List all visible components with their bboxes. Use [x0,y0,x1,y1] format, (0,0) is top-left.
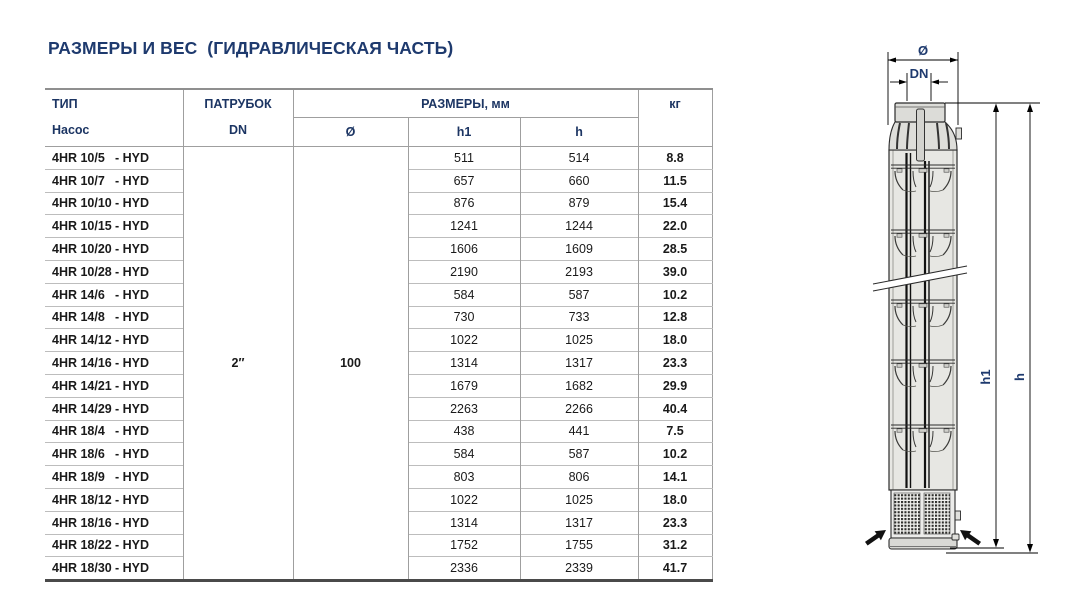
cell-kg: 22.0 [638,215,712,238]
water-intake-arrow-left [865,530,886,546]
cell-h: 2266 [520,397,638,420]
table-body [45,147,712,581]
cell-kg: 14.1 [638,466,712,489]
header-kg-label: кг [669,97,681,111]
water-intake-arrow-right [960,530,981,546]
cell-pump-type: 4HR 10/15 - HYD [45,215,183,238]
h1-dimension-line [978,104,999,548]
cell-pump-type: 4HR 10/28 - HYD [45,260,183,283]
cell-kg: 12.8 [638,306,712,329]
cell-h1: 511 [408,147,520,170]
cell-h: 1244 [520,215,638,238]
cell-pump-type: 4HR 18/4 - HYD [45,420,183,443]
cable-clamp-top [956,128,962,139]
cell-h1: 584 [408,283,520,306]
cell-kg: 11.5 [638,169,712,192]
cell-pump-type: 4HR 18/30 - HYD [45,557,183,581]
cell-h: 1025 [520,329,638,352]
h1-label: h1 [978,369,993,385]
header-kg [638,89,712,147]
cell-h1: 438 [408,420,520,443]
header-h1: h1 [408,118,520,147]
header-type-line1: ТИП [52,97,78,111]
cell-h1: 1679 [408,374,520,397]
cell-pump-type: 4HR 14/21 - HYD [45,374,183,397]
cell-kg: 15.4 [638,192,712,215]
cell-h: 660 [520,169,638,192]
cell-pump-type: 4HR 10/10 - HYD [45,192,183,215]
cell-kg: 8.8 [638,147,712,170]
header-dimensions-group: РАЗМЕРЫ, мм [293,89,638,118]
cell-pump-type: 4HR 18/22 - HYD [45,534,183,557]
diameter-label: Ø [917,43,929,58]
cell-h1: 1314 [408,352,520,375]
cell-pump-type: 4HR 10/7 - HYD [45,169,183,192]
header-h: h [520,118,638,147]
cell-h: 441 [520,420,638,443]
cell-h: 587 [520,283,638,306]
cell-h: 1025 [520,488,638,511]
cell-h1: 876 [408,192,520,215]
header-row-1 [45,89,712,118]
cell-h1: 2263 [408,397,520,420]
dn-label: DN [909,66,929,81]
pump-bottom-cap [889,538,957,549]
cell-pump-type: 4HR 18/16 - HYD [45,511,183,534]
header-type-line2: Насос [52,123,90,137]
cell-kg: 29.9 [638,374,712,397]
cell-dn-merged: 2″ [183,147,293,581]
cell-kg: 10.2 [638,443,712,466]
cell-pump-type: 4HR 10/5 - HYD [45,147,183,170]
dimensions-weight-table [45,88,713,582]
cell-h1: 803 [408,466,520,489]
cell-kg: 41.7 [638,557,712,581]
dn-dimension [890,66,948,101]
cell-h1: 2336 [408,557,520,581]
cell-h1: 1241 [408,215,520,238]
cell-h1: 1022 [408,488,520,511]
page-title: РАЗМЕРЫ И ВЕС (ГИДРАВЛИЧЕСКАЯ ЧАСТЬ) [48,38,454,58]
pump-outlet-tube [917,109,925,161]
cell-kg: 10.2 [638,283,712,306]
header-dn-line1: ПАТРУБОК [204,97,272,111]
cell-kg: 28.5 [638,238,712,261]
h-label: h [1012,373,1027,381]
cell-kg: 18.0 [638,488,712,511]
cell-pump-type: 4HR 18/9 - HYD [45,466,183,489]
cell-pump-type: 4HR 14/12 - HYD [45,329,183,352]
cell-kg: 18.0 [638,329,712,352]
cell-h1: 1752 [408,534,520,557]
cell-h1: 584 [408,443,520,466]
cell-h1: 2190 [408,260,520,283]
table-row [45,147,712,170]
cell-h1: 730 [408,306,520,329]
cell-pump-type: 4HR 18/6 - HYD [45,443,183,466]
pump-body [873,103,967,549]
header-type [45,89,183,147]
cell-kg: 23.3 [638,511,712,534]
cell-h: 1682 [520,374,638,397]
cell-h: 806 [520,466,638,489]
cell-diameter-merged: 100 [293,147,408,581]
cell-h1: 1606 [408,238,520,261]
cell-kg: 31.2 [638,534,712,557]
h-dimension-line [1012,104,1033,553]
header-dn-line2: DN [228,123,248,137]
cell-h1: 1314 [408,511,520,534]
cell-h: 2193 [520,260,638,283]
cell-h: 1755 [520,534,638,557]
cell-h: 733 [520,306,638,329]
cell-h: 1609 [520,238,638,261]
cell-pump-type: 4HR 10/20 - HYD [45,238,183,261]
dimensions-table [45,88,713,582]
cell-h1: 1022 [408,329,520,352]
cell-pump-type: 4HR 14/6 - HYD [45,283,183,306]
cell-kg: 7.5 [638,420,712,443]
cell-h: 1317 [520,511,638,534]
cell-h: 1317 [520,352,638,375]
table-header [45,89,712,147]
cell-h: 879 [520,192,638,215]
cell-kg: 40.4 [638,397,712,420]
cell-h: 587 [520,443,638,466]
cell-h1: 657 [408,169,520,192]
cell-pump-type: 4HR 18/12 - HYD [45,488,183,511]
pump-strainer [891,490,955,538]
pump-technical-drawing [850,25,1070,580]
cell-h: 514 [520,147,638,170]
cell-h: 2339 [520,557,638,581]
header-diameter: Ø [293,118,408,147]
cell-pump-type: 4HR 14/29 - HYD [45,397,183,420]
cell-pump-type: 4HR 14/16 - HYD [45,352,183,375]
header-dn [183,89,293,147]
cell-kg: 23.3 [638,352,712,375]
cell-kg: 39.0 [638,260,712,283]
cell-pump-type: 4HR 14/8 - HYD [45,306,183,329]
